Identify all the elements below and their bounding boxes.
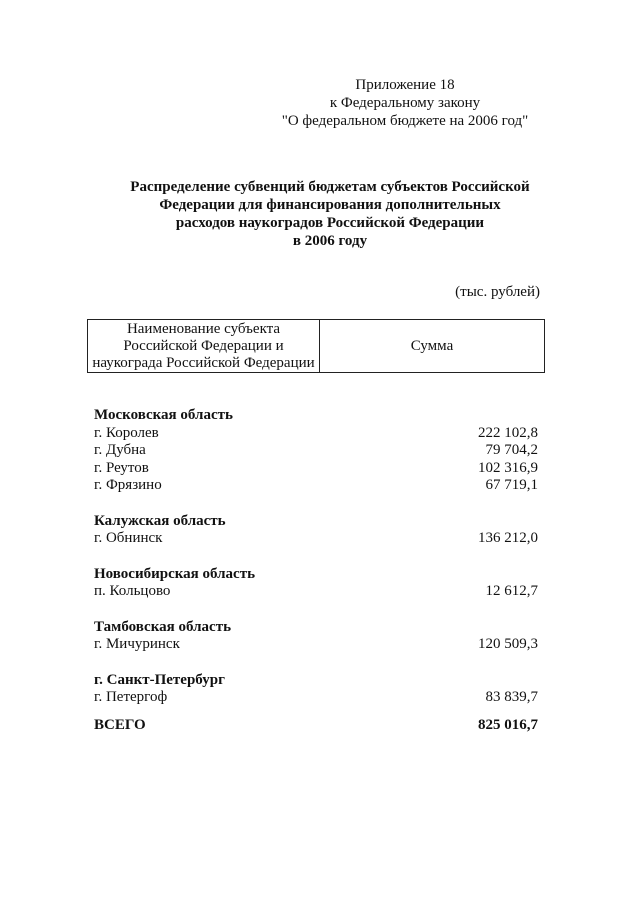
city-amount: 12 612,7 (485, 583, 538, 599)
city-amount: 102 316,9 (478, 459, 538, 476)
total-row (94, 717, 538, 734)
city-amount: 120 509,3 (478, 636, 538, 652)
total-value: 825 016,7 (478, 717, 538, 733)
header-sum-column (320, 320, 544, 372)
region-block (94, 566, 538, 601)
table-row (94, 583, 538, 601)
annex-law-ref: к Федеральному закону (329, 95, 481, 111)
region-name: Московская область (94, 407, 233, 423)
title-line-2: Федерации для финансирования дополнительных (159, 197, 501, 213)
region-name: г. Санкт-Петербург (94, 671, 225, 688)
annex-law-title: "О федеральном бюджете на 2006 год" (281, 113, 529, 129)
city-name: г. Обнинск (94, 530, 163, 546)
units-label: (тыс. рублей) (455, 284, 540, 300)
annex-number: Приложение 18 (355, 77, 455, 93)
city-amount: 136 212,0 (478, 530, 538, 546)
city-name: г. Петергоф (94, 689, 168, 705)
annex-header (270, 76, 540, 130)
city-name: г. Дубна (94, 442, 146, 458)
title-line-4: в 2006 году (292, 233, 368, 249)
title-line-3: расходов наукоградов Российской Федерации (175, 215, 485, 231)
city-name: г. Фрязино (94, 477, 162, 493)
table-row (94, 530, 538, 548)
title-line-1: Распределение субвенций бюджетам субъектов Российской (130, 179, 530, 195)
table-row (94, 477, 538, 495)
city-amount: 67 719,1 (485, 477, 538, 493)
header-sum-label: Сумма (410, 337, 454, 354)
table-row (94, 689, 538, 707)
region-block (94, 513, 538, 548)
city-name: г. Реутов (94, 459, 149, 476)
document-title (100, 178, 560, 250)
header-name-line-3: наукограда Российской Федерации (92, 355, 315, 371)
header-name-line-1: Наименование субъекта (126, 321, 281, 337)
table-row (94, 460, 538, 478)
region-block (94, 672, 538, 707)
table-header (87, 319, 545, 373)
region-name: Калужская область (94, 512, 226, 529)
table-body (94, 407, 538, 725)
region-name: Тамбовская область (94, 618, 231, 635)
region-name: Новосибирская область (94, 565, 256, 582)
table-row (94, 636, 538, 654)
header-name-line-2: Российской Федерации и (123, 338, 284, 354)
region-block (94, 619, 538, 654)
region-block (94, 407, 538, 495)
table-row (94, 425, 538, 443)
city-amount: 222 102,8 (478, 424, 538, 441)
city-name: г. Королев (94, 424, 159, 441)
city-amount: 79 704,2 (485, 442, 538, 458)
header-name-column (88, 320, 320, 372)
city-name: г. Мичуринск (94, 636, 180, 652)
city-amount: 83 839,7 (485, 689, 538, 705)
table-row (94, 442, 538, 460)
total-label: ВСЕГО (94, 717, 146, 733)
city-name: п. Кольцово (94, 583, 171, 599)
